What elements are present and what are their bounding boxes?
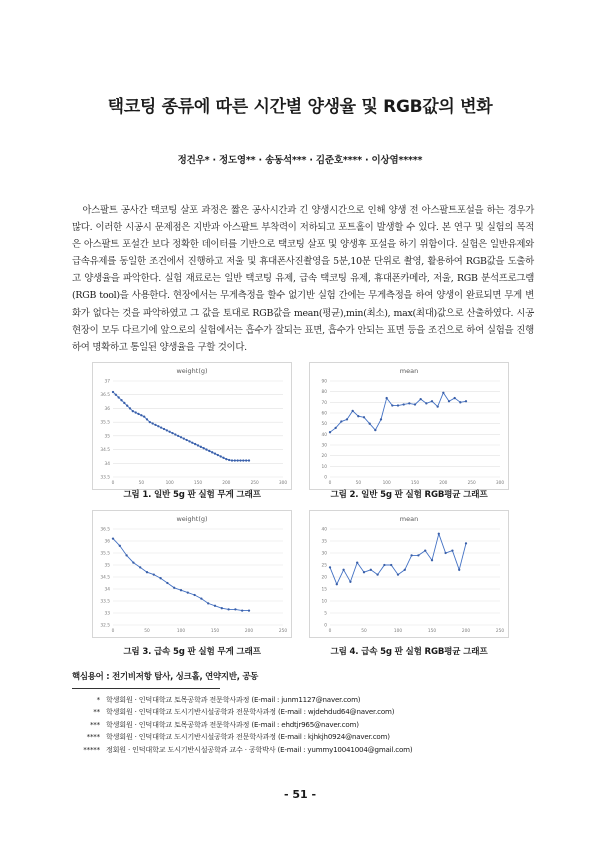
y-tick-label: 35 bbox=[321, 539, 327, 545]
data-point bbox=[222, 457, 224, 459]
y-tick-label: 70 bbox=[321, 400, 327, 406]
data-point bbox=[186, 439, 188, 441]
y-tick-label: 80 bbox=[321, 390, 327, 396]
y-tick-label: 36.5 bbox=[100, 393, 110, 399]
data-point bbox=[217, 454, 219, 456]
data-point bbox=[149, 421, 151, 423]
data-point bbox=[363, 416, 365, 418]
data-point bbox=[166, 582, 168, 584]
x-tick-label: 50 bbox=[361, 629, 367, 634]
chart-title: weight(g) bbox=[176, 515, 208, 523]
data-point bbox=[248, 609, 250, 611]
data-point bbox=[132, 561, 134, 563]
data-point bbox=[408, 402, 410, 404]
x-tick-label: 250 bbox=[467, 481, 476, 486]
data-point bbox=[200, 446, 202, 448]
data-point bbox=[390, 564, 392, 566]
figure-4-caption: 그림 4. 급속 5g 판 실험 RGB평균 그래프 bbox=[330, 647, 488, 657]
figure-3-svg bbox=[93, 511, 291, 637]
series-line bbox=[330, 534, 466, 584]
footnote-text: 학생회원 · 인덕대학교 도시기반시설공학과 전문학사과정 (E-mail : kjhkjh0924@naver.com) bbox=[106, 732, 390, 742]
y-tick-label: 15 bbox=[321, 587, 327, 593]
series-line bbox=[330, 393, 466, 432]
footnote-item bbox=[72, 719, 552, 731]
data-point bbox=[465, 542, 467, 544]
data-point bbox=[137, 413, 139, 415]
y-tick-label: 50 bbox=[321, 422, 327, 428]
data-point bbox=[465, 400, 467, 402]
figure-1-svg bbox=[93, 363, 291, 489]
data-point bbox=[383, 564, 385, 566]
data-point bbox=[173, 587, 175, 589]
data-point bbox=[126, 405, 128, 407]
footnote-mark: ***** bbox=[83, 744, 100, 754]
x-tick-label: 150 bbox=[210, 629, 220, 634]
figure-4-chart bbox=[309, 510, 509, 638]
data-point bbox=[329, 566, 331, 568]
data-point bbox=[363, 571, 365, 573]
y-tick-label: 33 bbox=[104, 611, 110, 617]
figure-2-caption: 그림 2. 일반 5g 판 실험 RGB평균 그래프 bbox=[330, 490, 488, 500]
data-point bbox=[245, 459, 247, 461]
data-point bbox=[157, 425, 159, 427]
data-point bbox=[242, 459, 244, 461]
x-tick-label: 200 bbox=[244, 629, 254, 634]
figure-3-caption: 그림 3. 급속 5g 판 실험 무게 그래프 bbox=[123, 647, 261, 657]
data-point bbox=[391, 404, 393, 406]
y-tick-label: 30 bbox=[321, 551, 327, 557]
data-point bbox=[376, 573, 378, 575]
data-point bbox=[125, 554, 127, 556]
data-point bbox=[146, 571, 148, 573]
figure-2-svg bbox=[310, 363, 508, 489]
data-point bbox=[171, 432, 173, 434]
y-tick-label: 60 bbox=[321, 411, 327, 417]
x-tick-label: 150 bbox=[410, 481, 420, 486]
y-tick-label: 10 bbox=[321, 464, 327, 470]
x-tick-label: 0 bbox=[111, 629, 115, 634]
y-tick-label: 34.5 bbox=[100, 575, 110, 581]
data-point bbox=[193, 594, 195, 596]
x-tick-label: 100 bbox=[393, 629, 403, 634]
footnote-text: 학생회원 · 인덕대학교 토목공학과 전문학사과정 (E-mail : ehdtjr965@naver.com) bbox=[106, 719, 359, 729]
data-point bbox=[200, 597, 202, 599]
data-point bbox=[403, 403, 405, 405]
data-point bbox=[458, 569, 460, 571]
footnote-divider bbox=[72, 688, 220, 689]
data-point bbox=[239, 459, 241, 461]
data-point bbox=[166, 429, 168, 431]
data-point bbox=[397, 573, 399, 575]
y-tick-label: 30 bbox=[321, 443, 327, 449]
y-tick-label: 34.5 bbox=[100, 448, 110, 454]
y-tick-label: 35 bbox=[104, 563, 110, 569]
footnote-text: 학생회원 · 인덕대학교 토목공학과 전문학사과정 (E-mail : junm1127@naver.com) bbox=[106, 695, 361, 704]
data-point bbox=[120, 399, 122, 401]
series-line bbox=[113, 539, 249, 611]
data-point bbox=[234, 459, 236, 461]
data-point bbox=[112, 391, 114, 393]
data-point bbox=[414, 403, 416, 405]
data-point bbox=[380, 418, 382, 420]
y-tick-label: 0 bbox=[324, 475, 327, 481]
y-tick-label: 35 bbox=[104, 434, 110, 440]
data-point bbox=[197, 444, 199, 446]
data-point bbox=[374, 429, 376, 431]
data-point bbox=[431, 559, 433, 561]
data-point bbox=[431, 400, 433, 402]
data-point bbox=[425, 402, 427, 404]
data-point bbox=[442, 392, 444, 394]
x-tick-label: 250 bbox=[250, 481, 259, 486]
chart-title: mean bbox=[399, 367, 419, 375]
y-tick-label: 10 bbox=[321, 599, 327, 605]
x-tick-label: 50 bbox=[138, 481, 145, 486]
data-point bbox=[208, 450, 210, 452]
data-point bbox=[194, 443, 196, 445]
x-tick-label: 100 bbox=[165, 481, 174, 486]
x-tick-label: 50 bbox=[355, 481, 362, 486]
data-point bbox=[119, 545, 121, 547]
data-point bbox=[248, 459, 250, 461]
x-tick-label: 0 bbox=[111, 481, 115, 486]
y-tick-label: 34 bbox=[104, 587, 110, 593]
y-tick-label: 36.5 bbox=[100, 527, 110, 533]
data-point bbox=[454, 397, 456, 399]
x-tick-label: 250 bbox=[495, 629, 505, 634]
data-point bbox=[342, 569, 344, 571]
x-tick-label: 150 bbox=[193, 481, 203, 486]
footnote-mark: *** bbox=[89, 719, 100, 729]
data-point bbox=[135, 411, 137, 413]
footnotes bbox=[72, 694, 552, 756]
data-point bbox=[424, 549, 426, 551]
footnote-item bbox=[72, 706, 552, 718]
y-tick-label: 5 bbox=[324, 611, 327, 617]
footnote-mark: ** bbox=[93, 707, 100, 717]
y-tick-label: 90 bbox=[321, 379, 327, 385]
data-point bbox=[448, 400, 450, 402]
data-point bbox=[139, 566, 141, 568]
y-tick-label: 36 bbox=[104, 406, 110, 412]
data-point bbox=[340, 420, 342, 422]
data-point bbox=[227, 608, 229, 610]
y-tick-label: 35.5 bbox=[100, 551, 110, 557]
data-point bbox=[335, 427, 337, 429]
data-point bbox=[221, 607, 223, 609]
x-tick-label: 200 bbox=[222, 481, 231, 486]
x-tick-label: 100 bbox=[176, 629, 186, 634]
x-tick-label: 50 bbox=[144, 629, 150, 634]
x-tick-label: 150 bbox=[427, 629, 437, 634]
x-tick-label: 100 bbox=[382, 481, 391, 486]
y-tick-label: 25 bbox=[321, 563, 327, 569]
data-point bbox=[132, 410, 134, 412]
data-point bbox=[112, 537, 114, 539]
data-point bbox=[220, 455, 222, 457]
footnote-mark: * bbox=[96, 695, 100, 704]
data-point bbox=[225, 458, 227, 460]
data-point bbox=[180, 436, 182, 438]
figure-1-caption: 그림 1. 일반 5g 판 실험 무게 그래프 bbox=[123, 490, 261, 500]
data-point bbox=[169, 431, 171, 433]
data-point bbox=[174, 433, 176, 435]
data-point bbox=[207, 602, 209, 604]
data-point bbox=[180, 589, 182, 591]
data-point bbox=[241, 609, 243, 611]
y-tick-label: 34 bbox=[104, 461, 110, 467]
y-tick-label: 36 bbox=[104, 539, 110, 545]
footnote-item bbox=[72, 694, 552, 706]
figure-3-chart bbox=[92, 510, 292, 638]
y-tick-label: 40 bbox=[321, 432, 327, 438]
data-point bbox=[129, 407, 131, 409]
data-point bbox=[234, 608, 236, 610]
footnote-text: 학생회원 · 인덕대학교 도시기반시설공학과 전문학사과정 (E-mail : wjdehdud64@naver.com) bbox=[106, 707, 395, 717]
data-point bbox=[228, 459, 230, 461]
x-tick-label: 0 bbox=[328, 629, 332, 634]
data-point bbox=[183, 437, 185, 439]
y-tick-label: 0 bbox=[324, 623, 327, 629]
footnote-text: 정회원 · 인덕대학교 도시기반시설공학과 교수 · 공학박사 (E-mail : yummy10041004@gmail.com) bbox=[106, 744, 413, 754]
x-tick-label: 200 bbox=[439, 481, 448, 486]
data-point bbox=[237, 459, 239, 461]
data-point bbox=[146, 418, 148, 420]
data-point bbox=[404, 569, 406, 571]
y-tick-label: 40 bbox=[321, 527, 327, 533]
y-tick-label: 32.5 bbox=[100, 623, 110, 629]
chart-title: mean bbox=[399, 515, 419, 523]
data-point bbox=[115, 394, 117, 396]
y-tick-label: 20 bbox=[321, 575, 327, 581]
figure-1-chart bbox=[92, 362, 292, 490]
data-point bbox=[203, 447, 205, 449]
data-point bbox=[349, 581, 351, 583]
data-point bbox=[386, 397, 388, 399]
data-point bbox=[444, 552, 446, 554]
footnote-mark: **** bbox=[86, 732, 100, 742]
data-point bbox=[451, 549, 453, 551]
series-line bbox=[113, 392, 249, 461]
data-point bbox=[187, 591, 189, 593]
data-point bbox=[205, 448, 207, 450]
footnote-item bbox=[72, 744, 552, 756]
author-list: 정건우* · 정도영** · 송동석*** · 김준호**** · 이상염***** bbox=[177, 155, 423, 166]
data-point bbox=[118, 396, 120, 398]
data-point bbox=[336, 583, 338, 585]
data-point bbox=[214, 605, 216, 607]
data-point bbox=[188, 440, 190, 442]
data-point bbox=[329, 431, 331, 433]
data-point bbox=[154, 424, 156, 426]
page-number: - 51 - bbox=[283, 788, 317, 801]
x-tick-label: 0 bbox=[328, 481, 332, 486]
y-tick-label: 33.5 bbox=[100, 599, 110, 605]
data-point bbox=[346, 418, 348, 420]
footnote-item bbox=[72, 731, 552, 743]
data-point bbox=[459, 401, 461, 403]
data-point bbox=[397, 404, 399, 406]
figure-4-svg bbox=[310, 511, 508, 637]
data-point bbox=[370, 569, 372, 571]
data-point bbox=[159, 577, 161, 579]
data-point bbox=[163, 428, 165, 430]
data-point bbox=[437, 405, 439, 407]
data-point bbox=[152, 422, 154, 424]
abstract-paragraph: 아스팔트 공사간 택코팅 살포 과정은 짧은 공사시간과 긴 양생시간으로 인해 양생 전 아스팔트포설을 하는 경우가 많다. 이러한 시공시 문제점은 지반과 아스팔트 부착력이 저하되고 포트홀이 발생할 수 있다. 본 연구 및 실험의 목적은 아스팔트 포설간 보다 정확한 데이터를 기반으로 택코팅 살포 및 양생후 포설을 하기 위함이다. 실험은 일반유제와 급속유제를 동일한 조건에서 진행하고 저울 및 휴대폰사진촬영을 5분,10분 단위로 촬영, 활용하여 RGB값을 도출하고 양생율을 파악한다. 실험 재료로는 일반 택코팅 유제, 급속 택코팅 유제, 휴대폰카메라, 저울, RGB 분석프로그램(RGB tool)을 사용한다. 현장에서는 무게측정을 할수 없기반 실험 간에는 무게측정을 하여 양생이 완료되면 무게 변화가 없다는 것을 파악하였고 그 값을 토대로 RGB값을 mean(평균),min(최소), max(최대)값으로 산출하였다. 시공현장이 모두 다르기에 앞으로의 실험에서는 흡수가 잘되는 표면, 흡수가 안되는 표면 등을 조건으로 하여 실험을 진행하여 명확하고 통일된 양생율을 구할 것이다. bbox=[72, 205, 534, 353]
data-point bbox=[369, 423, 371, 425]
x-tick-label: 300 bbox=[278, 481, 288, 486]
y-tick-label: 37 bbox=[104, 379, 110, 385]
x-tick-label: 250 bbox=[278, 629, 288, 634]
data-point bbox=[211, 451, 213, 453]
data-point bbox=[177, 435, 179, 437]
chart-title: weight(g) bbox=[176, 367, 208, 375]
data-point bbox=[160, 426, 162, 428]
y-tick-label: 20 bbox=[321, 454, 327, 460]
data-point bbox=[417, 554, 419, 556]
keywords: 핵심용어 : 전기비저항 탐사, 싱크홀, 연약지반, 공동 bbox=[72, 671, 259, 681]
data-point bbox=[214, 453, 216, 455]
x-tick-label: 200 bbox=[461, 629, 471, 634]
data-point bbox=[410, 554, 412, 556]
x-tick-label: 300 bbox=[495, 481, 505, 486]
data-point bbox=[438, 533, 440, 535]
data-point bbox=[356, 561, 358, 563]
data-point bbox=[153, 573, 155, 575]
figure-2-chart bbox=[309, 362, 509, 490]
data-point bbox=[123, 402, 125, 404]
data-point bbox=[357, 415, 359, 417]
y-tick-label: 35.5 bbox=[100, 420, 110, 426]
data-point bbox=[143, 416, 145, 418]
data-point bbox=[420, 398, 422, 400]
data-point bbox=[231, 459, 233, 461]
data-point bbox=[352, 410, 354, 412]
data-point bbox=[191, 442, 193, 444]
data-point bbox=[140, 414, 142, 416]
y-tick-label: 33.5 bbox=[100, 475, 110, 481]
paper-title: 택코팅 종류에 따른 시간별 양생율 및 RGB값의 변화 bbox=[107, 97, 493, 117]
